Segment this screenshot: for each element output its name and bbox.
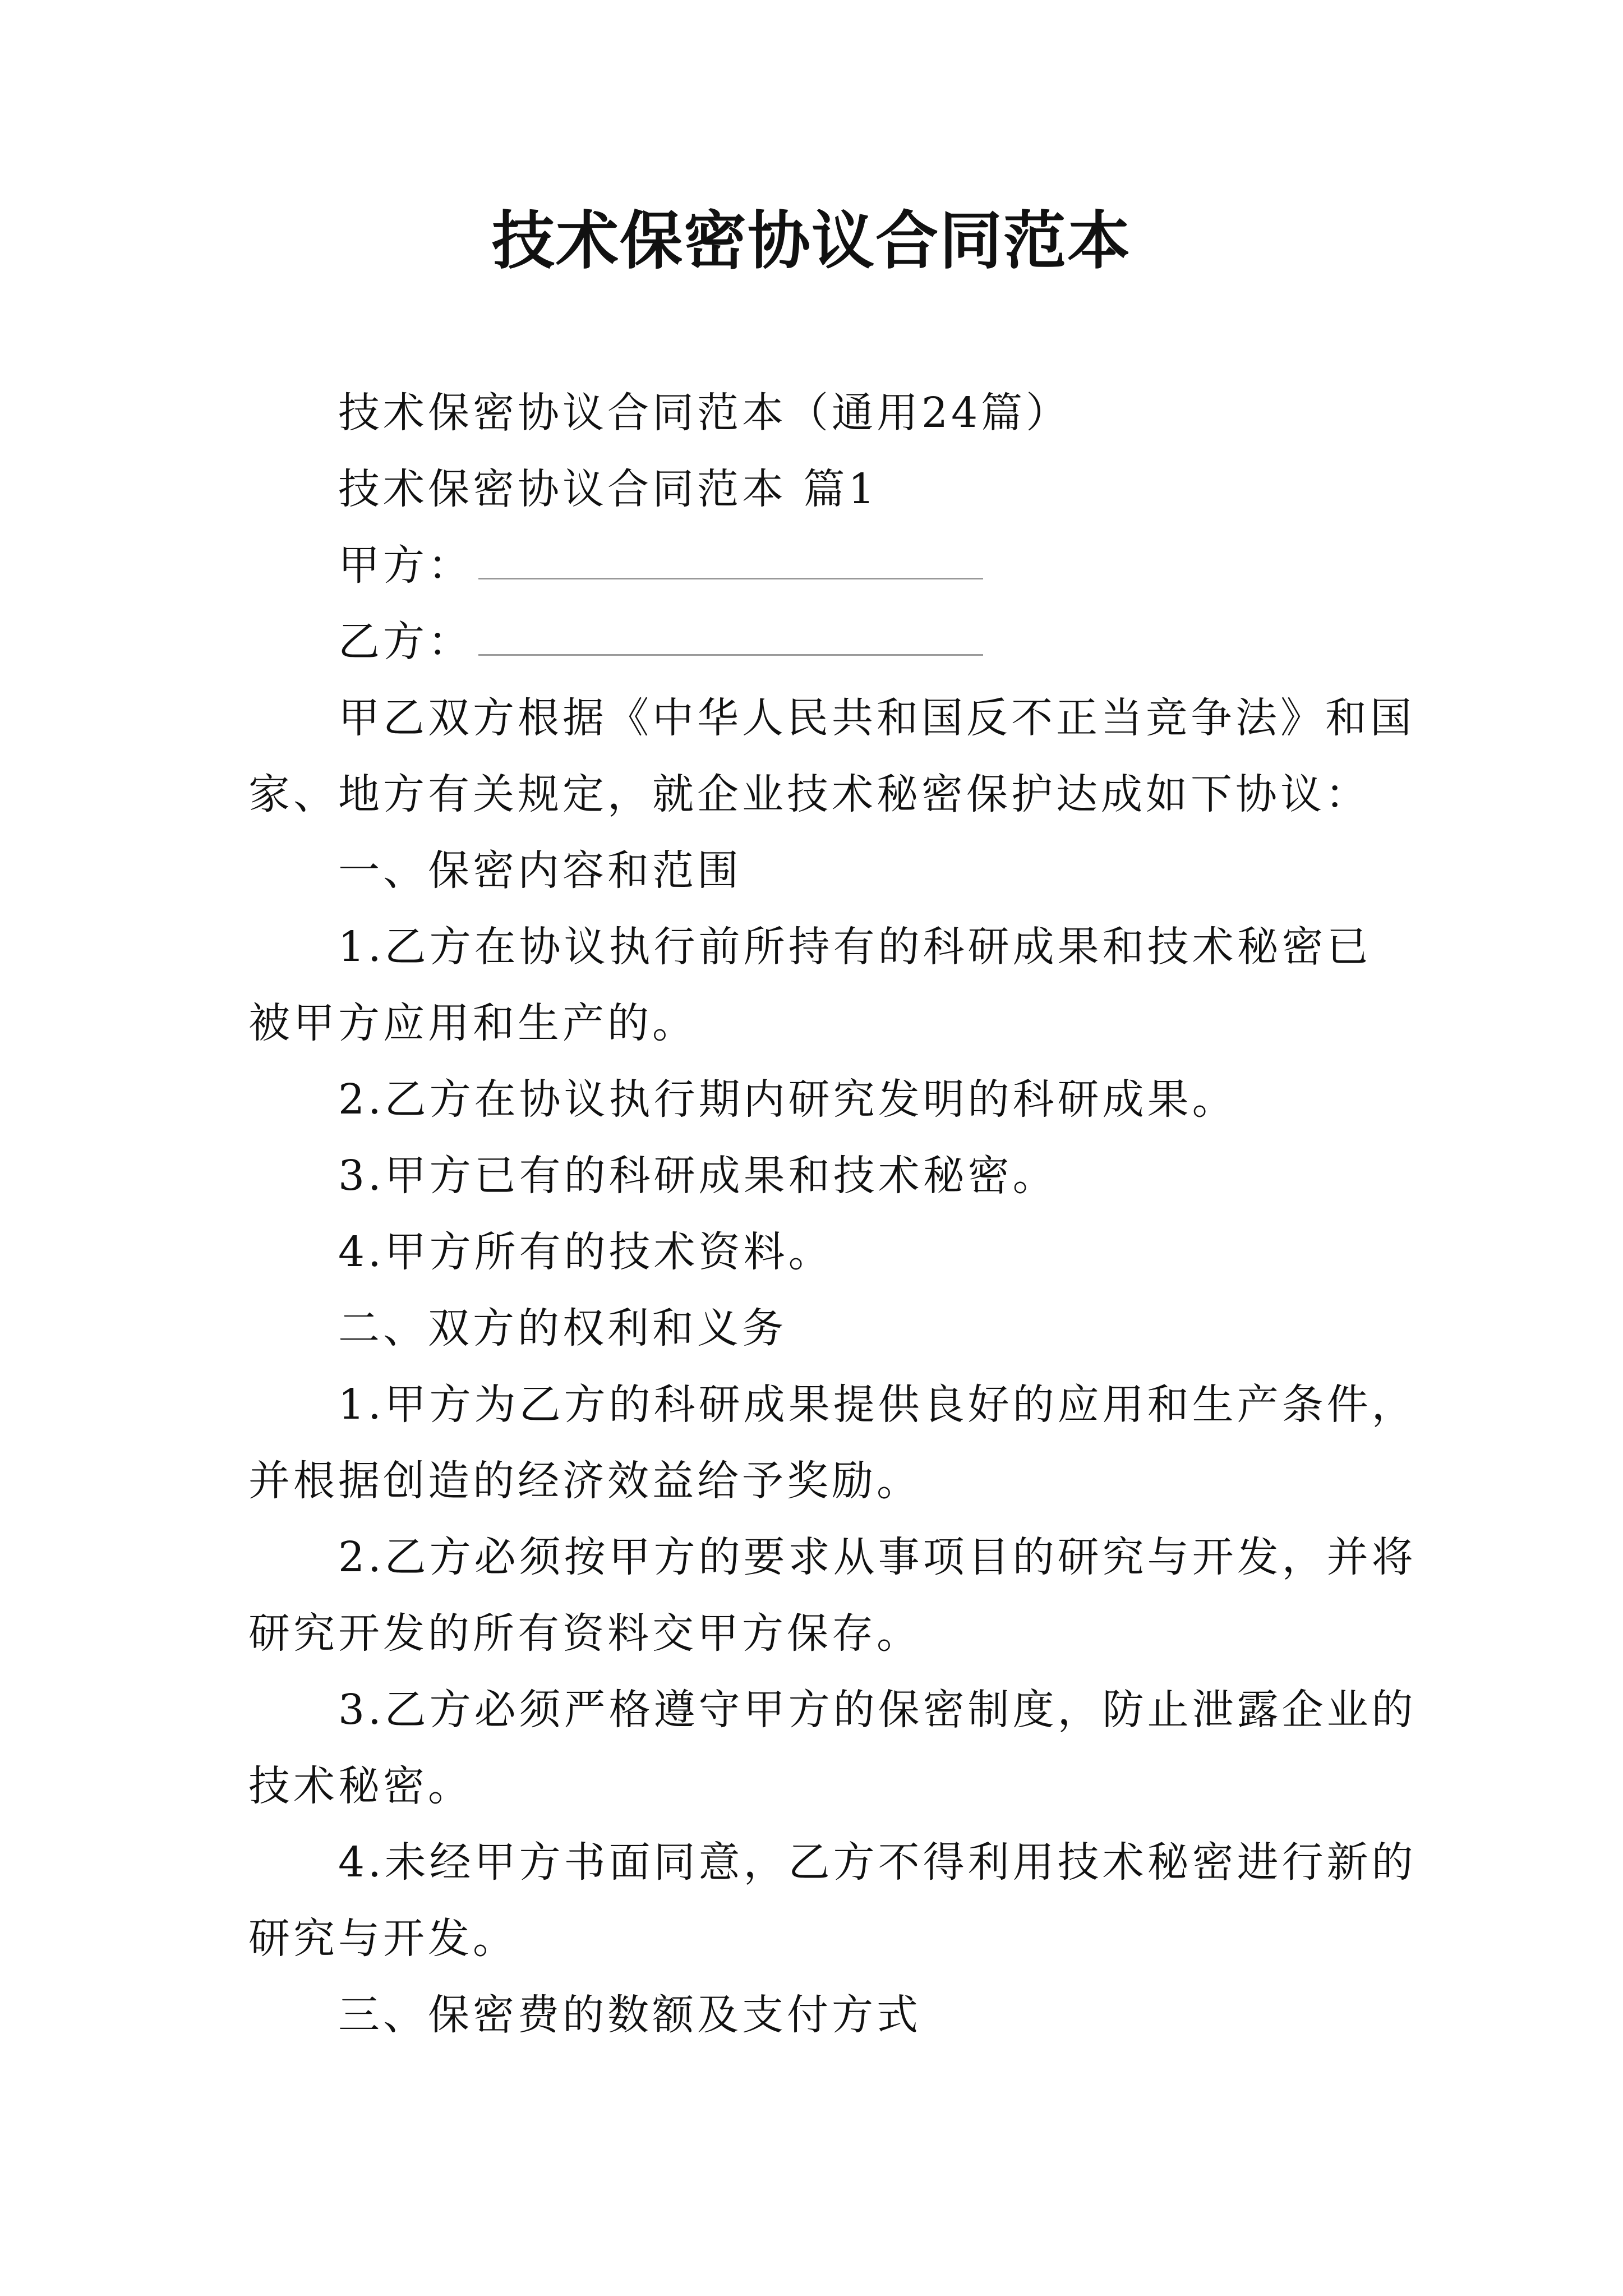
section-heading: 二、双方的权利和义务 (338, 1304, 787, 1352)
paragraph-line: 1.乙方在协议执行前所持有的科研成果和技术秘密已 (338, 923, 1372, 971)
paragraph-line: 研究开发的所有资料交甲方保存。 (248, 1609, 921, 1658)
party-b-blank[interactable] (478, 653, 983, 656)
subtitle-line: 技术保密协议合同范本（通用24篇） (338, 389, 1071, 437)
party-a-line (248, 532, 1381, 599)
party-b-line (248, 608, 1381, 675)
paragraph-line: 3.乙方必须严格遵守甲方的保密制度，防止泄露企业的 (338, 1686, 1417, 1734)
paragraph-line: 3.甲方已有的科研成果和技术秘密。 (338, 1152, 1058, 1200)
party-a-blank[interactable] (478, 577, 983, 579)
party-a-label: 甲方： (338, 541, 473, 590)
paragraph-line: 技术秘密。 (248, 1762, 473, 1810)
document-title: 技术保密协议合同范本 (492, 204, 1131, 278)
paragraph-line: 被甲方应用和生产的。 (248, 999, 697, 1047)
party-b-label: 乙方： (338, 618, 473, 666)
paragraph-line: 并根据创造的经济效益给予奖励。 (248, 1457, 921, 1505)
paragraph-line: 2.乙方在协议执行期内研究发明的科研成果。 (338, 1075, 1237, 1124)
section-heading: 技术保密协议合同范本 篇1 (338, 465, 878, 513)
paragraph-line: 家、地方有关规定，就企业技术秘密保护达成如下协议： (248, 770, 1370, 818)
paragraph-line: 4.甲方所有的技术资料。 (338, 1228, 833, 1276)
paragraph-line: 1.甲方为乙方的科研成果提供良好的应用和生产条件， (338, 1381, 1417, 1429)
section-heading: 三、保密费的数额及支付方式 (338, 1991, 921, 2039)
paragraph-line: 2.乙方必须按甲方的要求从事项目的研究与开发，并将 (338, 1533, 1417, 1581)
paragraph-line: 研究与开发。 (248, 1915, 518, 1963)
paragraph-line: 甲乙双方根据《中华人民共和国反不正当竞争法》和国 (338, 694, 1415, 742)
section-heading: 一、保密内容和范围 (338, 846, 742, 895)
paragraph-line: 4.未经甲方书面同意，乙方不得利用技术秘密进行新的 (338, 1838, 1417, 1887)
